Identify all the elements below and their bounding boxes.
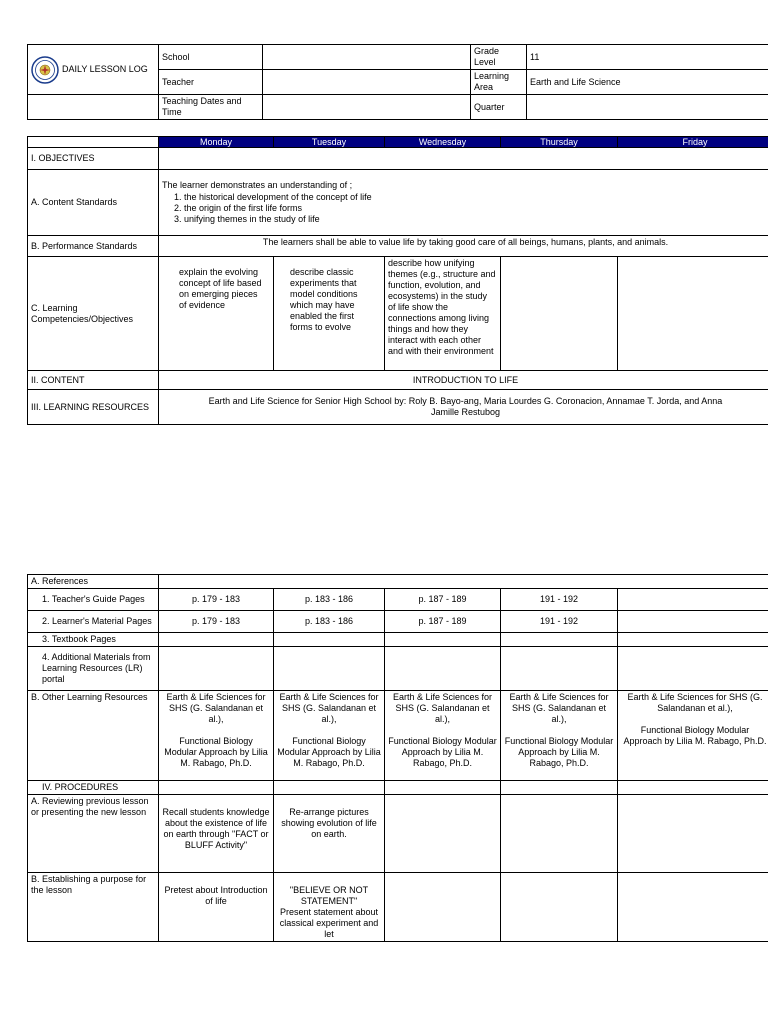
title-cell <box>28 45 159 95</box>
quarter-field[interactable] <box>527 95 768 120</box>
deped-seal-icon <box>31 56 59 84</box>
page-title: DAILY LESSON LOG <box>62 64 148 74</box>
teacher-label: Teacher <box>159 70 263 95</box>
content-standards-cell <box>159 170 768 236</box>
grade-label: Grade Level <box>471 45 527 70</box>
performance-standards-label: B. Performance Standards <box>28 236 159 257</box>
school-label: School <box>159 45 263 70</box>
table-row: 1. Teacher's Guide Pages p. 179 - 183 p. 183 - 186 p. 187 - 189 191 - 192 <box>28 589 768 611</box>
content-standards-list <box>184 192 768 225</box>
list-item: 2. the origin of the first life forms <box>184 203 768 214</box>
content-value: INTRODUCTION TO LIFE <box>159 371 768 390</box>
references-label: A. References <box>28 575 159 589</box>
school-field[interactable] <box>263 45 471 70</box>
references-table <box>27 574 768 942</box>
day-header-row <box>28 137 768 148</box>
table-row <box>28 647 768 691</box>
day-friday: Friday <box>618 137 768 148</box>
other-resources-label: B. Other Learning Resources <box>28 691 159 781</box>
day-tuesday: Tuesday <box>274 137 385 148</box>
objectives-label: I. OBJECTIVES <box>28 148 159 170</box>
content-standards-label: A. Content Standards <box>28 170 159 236</box>
teachers-guide-label: 1. Teacher's Guide Pages <box>28 589 159 611</box>
learning-resources-label: III. LEARNING RESOURCES <box>28 390 159 425</box>
reviewing-label: A. Reviewing previous lesson or presenting the new lesson <box>28 795 159 873</box>
teacher-field[interactable] <box>263 70 471 95</box>
competencies-label: C. Learning Competencies/Objectives <box>28 257 159 371</box>
learners-material-label: 2. Learner's Material Pages <box>28 611 159 633</box>
competency-friday <box>618 257 768 371</box>
performance-standards-value: The learners shall be able to value life by taking good care of all beings, humans, plants, and animals. <box>159 236 768 257</box>
learning-resources-value: Earth and Life Science for Senior High School by: Roly B. Bayo-ang, Maria Lourdes G. Coronacion, Annamae T. Jorda, and Anna Jamille Restubog <box>159 390 768 425</box>
objectives-table <box>27 136 768 425</box>
dates-label: Teaching Dates and Time <box>159 95 263 120</box>
competency-thursday <box>501 257 618 371</box>
competency-monday: explain the evolving concept of life based on emerging pieces of evidence <box>159 257 274 371</box>
header-table <box>27 44 768 120</box>
table-row: B. Establishing a purpose for the lesson Pretest about Introduction of life "BELIEVE OR NOT STATEMENT" Present statement about classical experiment and let <box>28 873 768 942</box>
purpose-label: B. Establishing a purpose for the lesson <box>28 873 159 942</box>
table-row: A. Reviewing previous lesson or presenting the new lesson Recall students knowledge about the existence of life on earth through "FACT or BLUFF Activity" Re-arrange pictures showing evolution of life on earth. <box>28 795 768 873</box>
content-standards-intro: The learner demonstrates an understanding of ; <box>162 180 353 190</box>
list-item: 3. unifying themes in the study of life <box>184 214 768 225</box>
day-monday: Monday <box>159 137 274 148</box>
procedures-label: IV. PROCEDURES <box>28 781 159 795</box>
dates-field[interactable] <box>263 95 471 120</box>
competency-tuesday: describe classic experiments that model conditions which may have enabled the first forms to evolve <box>274 257 385 371</box>
day-wednesday: Wednesday <box>385 137 501 148</box>
textbook-label: 3. Textbook Pages <box>28 633 159 647</box>
grade-field[interactable]: 11 <box>527 45 768 70</box>
area-field[interactable]: Earth and Life Science <box>527 70 768 95</box>
day-thursday: Thursday <box>501 137 618 148</box>
quarter-label: Quarter <box>471 95 527 120</box>
table-row: 2. Learner's Material Pages p. 179 - 183 p. 183 - 186 p. 187 - 189 191 - 192 <box>28 611 768 633</box>
content-label: II. CONTENT <box>28 371 159 390</box>
list-item: 1. the historical development of the concept of life <box>184 192 768 203</box>
table-row <box>28 633 768 647</box>
competency-wednesday: describe how unifying themes (e.g., structure and function, evolution, and ecosystems) in the study of life show the connections among living things and how they interact with each other and with their environment <box>385 257 501 371</box>
table-row: B. Other Learning Resources Earth & Life Sciences for SHS (G. Salandanan et al.), Functional Biology Modular Approach by Lilia M. Rabago, Ph.D. Earth & Life Sciences for SHS (G. Salandanan et al.), Functional Biology Modular Approach by Lilia M. Rabago, Ph.D. Earth & Life Sciences for SHS (G. Salandanan et al.), Functional Biology Modular Approach by Lilia M. Rabago, Ph.D. Earth & Life Sciences for SHS (G. Salandanan et al.), Functional Biology Modular Approach by Lilia M. Rabago, Ph.D. Earth & Life Sciences for SHS (G. Salandanan et al.), Functional Biology Modular Approach by Lilia M. Rabago, Ph.D. <box>28 691 768 781</box>
additional-materials-label: 4. Additional Materials from Learning Resources (LR) portal <box>28 647 159 691</box>
area-label: Learning Area <box>471 70 527 95</box>
